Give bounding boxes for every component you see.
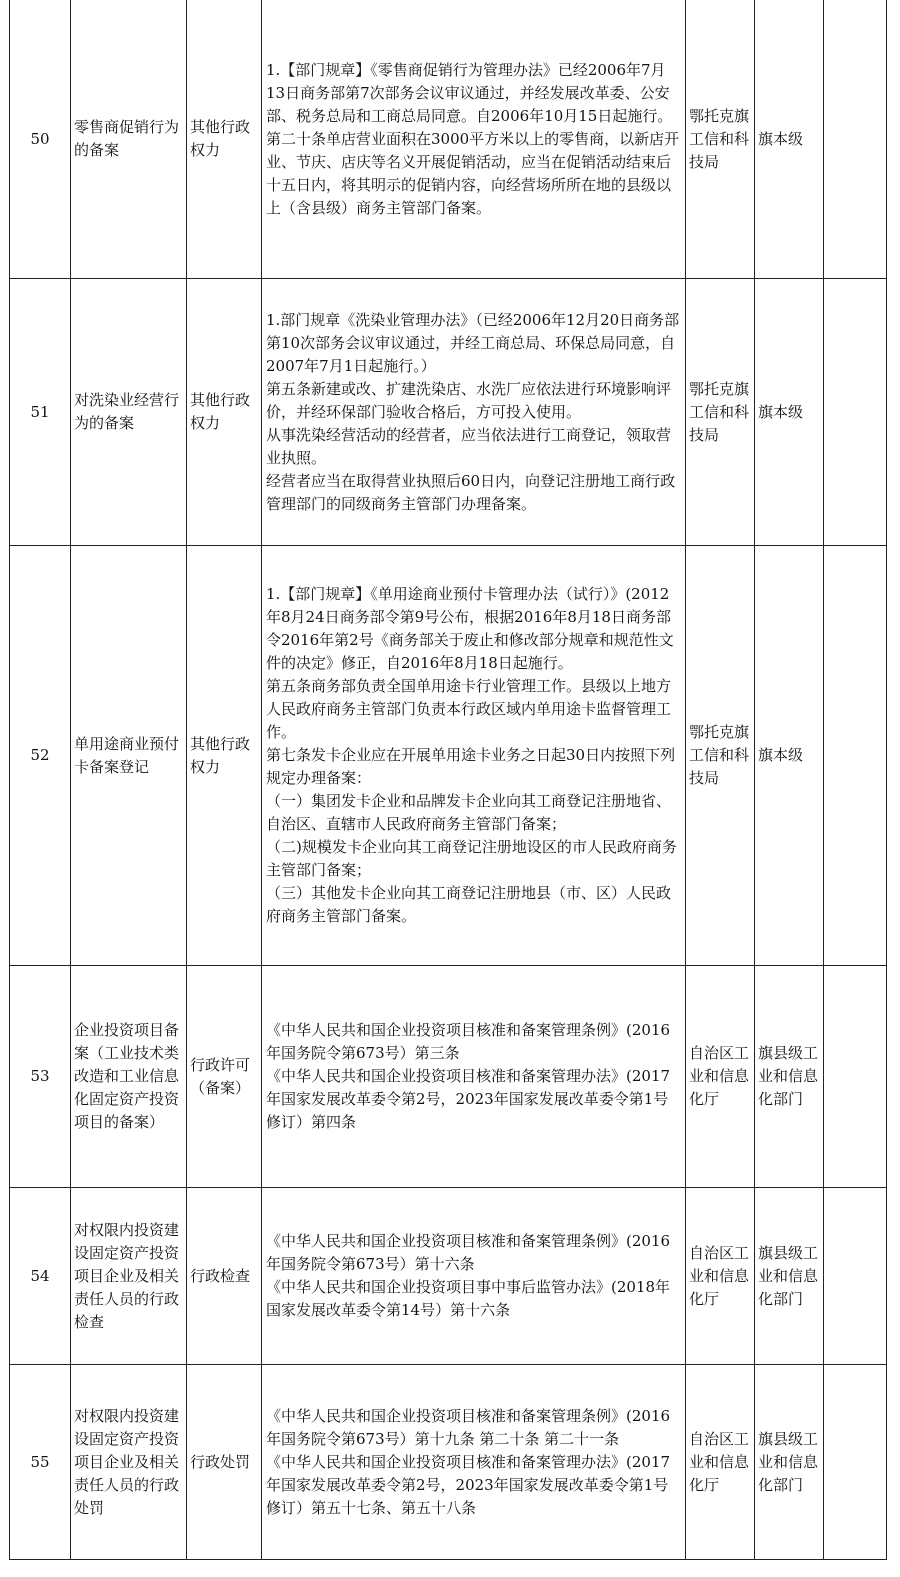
remarks-cell <box>824 1365 887 1560</box>
exercise-level: 旗本级 <box>755 279 824 546</box>
basis-paragraph: 从事洗染经营活动的经营者，应当依法进行工商登记，领取营业执照。 <box>266 425 672 467</box>
basis-paragraph: 第五条商务部负责全国单用途卡行业管理工作。县级以上地方人民政府商务主管部门负责本行政区域内单用途卡监督管理工作。 <box>266 677 672 741</box>
basis-paragraph: 《中华人民共和国企业投资项目核准和备案管理条例》(2016年国务院令第673号）第十六条 <box>266 1232 671 1273</box>
basis-paragraph: 《中华人民共和国企业投资项目核准和备案管理办法》(2017年国家发展改革委令第2号，2023年国家发展改革委令第1号修订）第五十七条、第五十八条 <box>266 1452 671 1517</box>
remarks-cell <box>824 0 887 279</box>
basis-paragraph: 第五条新建或改、扩建洗染店、水洗厂应依法进行环境影响评价，并经环保部门验收合格后，方可投入使用。 <box>266 379 672 421</box>
remarks-cell <box>824 546 887 966</box>
item-name: 零售商促销行为的备案 <box>71 0 187 279</box>
remarks-cell <box>824 1188 887 1365</box>
exercise-level: 旗本级 <box>755 546 824 966</box>
table-row <box>10 1365 887 1560</box>
item-name: 对洗染业经营行为的备案 <box>71 279 187 546</box>
table-row <box>10 1188 887 1365</box>
row-number: 52 <box>10 546 71 966</box>
row-number: 55 <box>10 1365 71 1560</box>
exercise-level: 旗本级 <box>755 0 824 279</box>
item-name: 单用途商业预付卡备案登记 <box>71 546 187 966</box>
basis-paragraph: 《中华人民共和国企业投资项目核准和备案管理办法》(2017年国家发展改革委令第2号，2023年国家发展改革委令第1号修订）第四条 <box>266 1067 671 1131</box>
legal-basis <box>262 279 686 546</box>
legal-basis <box>262 1188 686 1365</box>
responsible-dept: 鄂托克旗工信和科技局 <box>686 279 755 546</box>
exercise-level: 旗县级工业和信息化部门 <box>755 1188 824 1365</box>
basis-paragraph: 《中华人民共和国企业投资项目事中事后监管办法》(2018年国家发展改革委令第14号）第十六条 <box>266 1278 671 1319</box>
legal-basis <box>262 1365 686 1560</box>
basis-paragraph: 第二十条单店营业面积在3000平方米以上的零售商，以新店开业、节庆、店庆等名义开展促销活动，应当在促销活动结束后十五日内，将其明示的促销内容，向经营场所所在地的县级以上（含县级）商务主管部门备案。 <box>266 129 680 217</box>
row-number: 50 <box>10 0 71 279</box>
legal-basis <box>262 546 686 966</box>
exercise-level: 旗县级工业和信息化部门 <box>755 966 824 1188</box>
exercise-level: 旗县级工业和信息化部门 <box>755 1365 824 1560</box>
basis-paragraph: 1.【部门规章】《单用途商业预付卡管理办法（试行）》(2012年8月24日商务部令第9号公布，根据2016年8月18日商务部令2016年第2号《商务部关于废止和修改部分规章和规范性文件的决定》修正，自2016年8月18日起施行。 <box>266 585 674 672</box>
basis-paragraph: 1.部门规章《洗染业管理办法》（已经2006年12月20日商务部第10次部务会议审议通过，并经工商总局、环保总局同意，自2007年7月1日起施行。） <box>266 310 680 375</box>
item-type: 行政许可（备案） <box>187 966 262 1188</box>
table-row <box>10 966 887 1188</box>
responsible-dept: 自治区工业和信息化厅 <box>686 1365 755 1560</box>
legal-basis <box>262 0 686 279</box>
remarks-cell <box>824 279 887 546</box>
item-type: 其他行政权力 <box>187 279 262 546</box>
item-name: 对权限内投资建设固定资产投资项目企业及相关责任人员的行政处罚 <box>71 1365 187 1560</box>
responsible-dept: 鄂托克旗工信和科技局 <box>686 546 755 966</box>
basis-paragraph: （三）其他发卡企业向其工商登记注册地县（市、区）人民政府商务主管部门备案。 <box>266 884 672 925</box>
item-type: 行政处罚 <box>187 1365 262 1560</box>
basis-paragraph: 《中华人民共和国企业投资项目核准和备案管理条例》(2016年国务院令第673号）第十九条 第二十条 第二十一条 <box>266 1406 671 1448</box>
table-row <box>10 0 887 279</box>
basis-paragraph: 1.【部门规章】《零售商促销行为管理办法》已经2006年7月13日商务部第7次部务会议审议通过，并经发展改革委、公安部、税务总局和工商总局同意。自2006年10月15日起施行。 <box>266 60 673 125</box>
power-list-table <box>9 0 887 1560</box>
responsible-dept: 自治区工业和信息化厅 <box>686 1188 755 1365</box>
row-number: 53 <box>10 966 71 1188</box>
basis-paragraph: 第七条发卡企业应在开展单用途卡业务之日起30日内按照下列规定办理备案： <box>266 746 676 787</box>
legal-basis <box>262 966 686 1188</box>
responsible-dept: 鄂托克旗工信和科技局 <box>686 0 755 279</box>
table-row <box>10 279 887 546</box>
item-name: 企业投资项目备案（工业技术类改造和工业信息化固定资产投资项目的备案） <box>71 966 187 1188</box>
responsible-dept: 自治区工业和信息化厅 <box>686 966 755 1188</box>
item-type: 其他行政权力 <box>187 546 262 966</box>
item-type: 其他行政权力 <box>187 0 262 279</box>
row-number: 51 <box>10 279 71 546</box>
item-type: 行政检查 <box>187 1188 262 1365</box>
remarks-cell <box>824 966 887 1188</box>
basis-paragraph: 《中华人民共和国企业投资项目核准和备案管理条例》(2016年国务院令第673号）第三条 <box>266 1021 671 1062</box>
basis-paragraph: （一）集团发卡企业和品牌发卡企业向其工商登记注册地省、自治区、直辖市人民政府商务主管部门备案； <box>266 792 672 833</box>
basis-paragraph: 经营者应当在取得营业执照后60日内，向登记注册地工商行政管理部门的同级商务主管部门办理备案。 <box>266 471 676 513</box>
table-row <box>10 546 887 966</box>
row-number: 54 <box>10 1188 71 1365</box>
item-name: 对权限内投资建设固定资产投资项目企业及相关责任人员的行政检查 <box>71 1188 187 1365</box>
basis-paragraph: （二)规模发卡企业向其工商登记注册地设区的市人民政府商务主管部门备案； <box>266 838 677 879</box>
